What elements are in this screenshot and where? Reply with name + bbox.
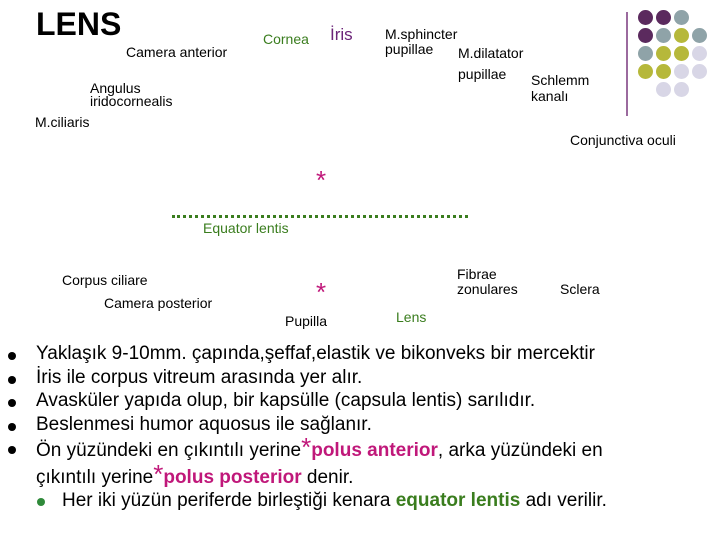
bullet-text: Avasküler yapıda olup, bir kapsülle (capsula lentis) sarılıdır. bbox=[36, 390, 536, 411]
term-polus-anterior: polus anterior bbox=[311, 440, 438, 461]
decorative-dot bbox=[638, 46, 653, 61]
polus-star: * bbox=[301, 432, 312, 462]
bullet-icon bbox=[8, 446, 16, 454]
label-pupillae-2: pupillae bbox=[458, 66, 507, 82]
bullet-item bbox=[8, 413, 720, 437]
polus-anterior-star: * bbox=[316, 165, 327, 195]
decorative-dot bbox=[656, 10, 671, 25]
label-m-dilatator: M.dilatator bbox=[458, 45, 524, 61]
bullet-icon bbox=[8, 376, 16, 384]
decorative-dot bbox=[692, 46, 707, 61]
label-angulus: Angulus bbox=[90, 80, 141, 96]
label-m-ciliaris: M.ciliaris bbox=[35, 114, 90, 130]
label-schlemm: Schlemm bbox=[531, 72, 590, 88]
label-pupilla: Pupilla bbox=[285, 313, 328, 329]
decorative-dot bbox=[674, 82, 689, 97]
label-iridocornealis: iridocornealis bbox=[90, 93, 173, 109]
bullet-text: Her iki yüzün periferde birleştiği kenara bbox=[62, 490, 396, 511]
bullet-text: adı verilir. bbox=[520, 490, 607, 511]
decorative-dot bbox=[674, 28, 689, 43]
decorative-divider bbox=[626, 12, 628, 116]
bullet-item bbox=[8, 342, 720, 366]
decorative-dot bbox=[656, 64, 671, 79]
equator-dotted-line bbox=[172, 215, 468, 218]
decorative-dot bbox=[674, 46, 689, 61]
bullet-text: Beslenmesi humor aquosus ile sağlanır. bbox=[36, 413, 372, 435]
label-kanali: kanalı bbox=[531, 88, 569, 104]
label-equator: Equator lentis bbox=[203, 220, 289, 236]
decorative-dot bbox=[692, 64, 707, 79]
polus-star: * bbox=[153, 458, 164, 489]
bullet-text: Yaklaşık 9-10mm. çapında,şeffaf,elastik ve bikonveks bir mercektir bbox=[36, 343, 595, 364]
bullet-text: , arka yüzündeki en bbox=[437, 440, 603, 461]
label-conjunctiva: Conjunctiva oculi bbox=[570, 132, 676, 148]
label-m-sphincter: M.sphincter bbox=[385, 26, 458, 42]
decorative-dot bbox=[692, 28, 707, 43]
label-zonulares: zonulares bbox=[457, 281, 518, 297]
polus-posterior-star: * bbox=[316, 277, 327, 307]
label-lens: Lens bbox=[396, 309, 427, 325]
bullet-text: denir. bbox=[301, 466, 354, 488]
bullet-item bbox=[8, 366, 720, 390]
term-polus-posterior: polus posterior bbox=[163, 466, 302, 488]
decorative-dot bbox=[638, 10, 653, 25]
bullet-text: İris ile corpus vitreum arasında yer alır. bbox=[36, 366, 363, 388]
label-cornea: Cornea bbox=[263, 31, 309, 47]
bullet-item bbox=[8, 389, 720, 413]
bullet-icon bbox=[8, 423, 16, 431]
sub-bullet-item bbox=[8, 489, 720, 513]
decorative-dot bbox=[638, 64, 653, 79]
decorative-dot bbox=[638, 28, 653, 43]
bullet-list bbox=[8, 342, 720, 513]
label-camera-posterior: Camera posterior bbox=[104, 295, 213, 311]
bullet-icon bbox=[8, 352, 16, 360]
bullet-text: Ön yüzündeki en çıkıntılı yerine bbox=[36, 440, 302, 461]
label-corpus-ciliare: Corpus ciliare bbox=[62, 272, 148, 288]
decorative-dot bbox=[656, 46, 671, 61]
bullet-icon bbox=[8, 399, 16, 407]
label-fibrae: Fibrae bbox=[457, 266, 497, 282]
decorative-dot bbox=[674, 10, 689, 25]
sub-bullet-icon bbox=[37, 498, 45, 506]
label-camera-anterior: Camera anterior bbox=[126, 44, 228, 60]
label-iris: İris bbox=[330, 25, 353, 44]
bullet-text: çıkıntılı yerine bbox=[36, 466, 154, 488]
decorative-dot bbox=[674, 64, 689, 79]
decorative-dot bbox=[656, 28, 671, 43]
label-sclera: Sclera bbox=[560, 281, 600, 297]
slide-title: LENS bbox=[36, 6, 122, 42]
label-pupillae-1: pupillae bbox=[385, 41, 434, 57]
decorative-dot bbox=[656, 82, 671, 97]
term-equator-lentis: equator lentis bbox=[395, 490, 521, 511]
bullet-item bbox=[8, 432, 720, 489]
